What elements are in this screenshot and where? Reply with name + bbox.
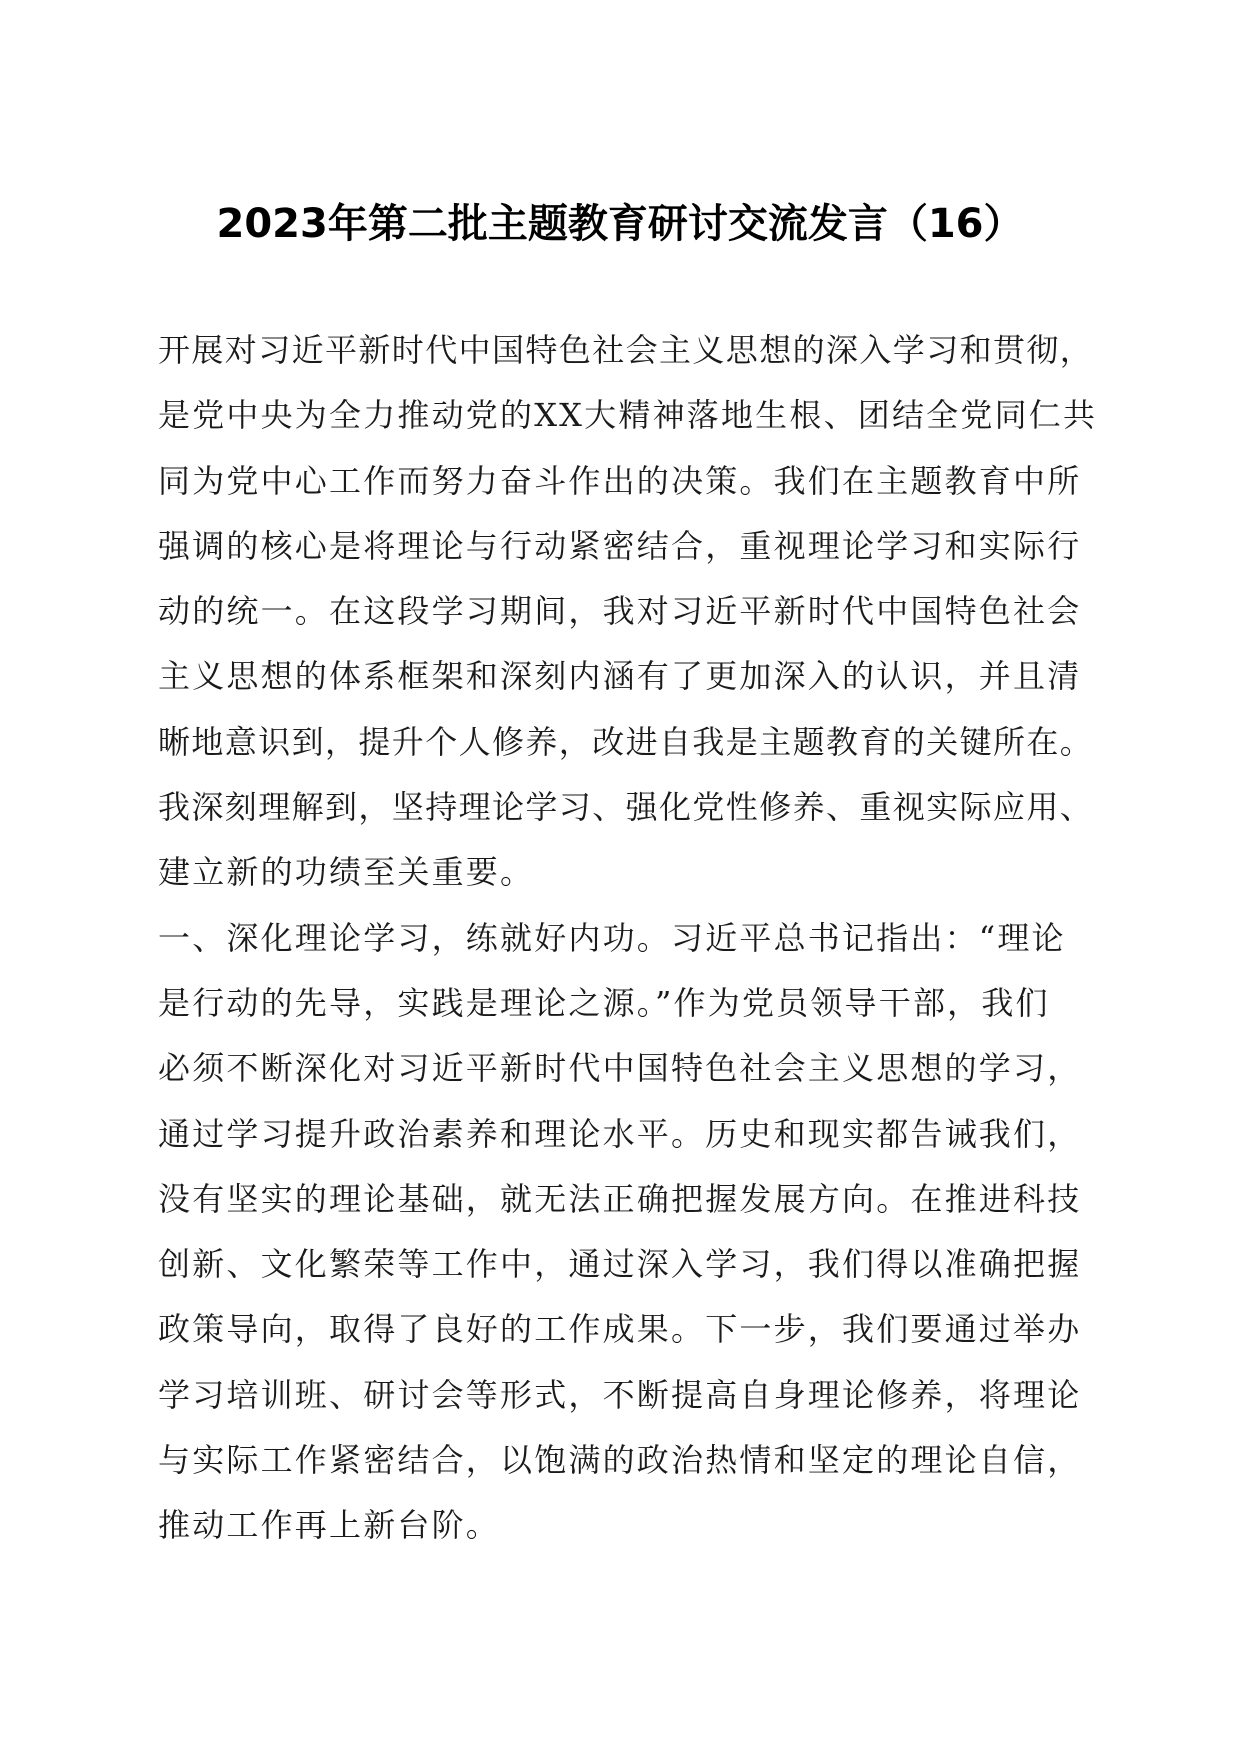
body-line: 与实际工作紧密结合，以饱满的政治热情和坚定的理论自信， — [158, 1441, 1082, 1480]
body-line: 通过学习提升政治素养和理论水平。历史和现实都告诫我们， — [158, 1114, 1082, 1153]
body-line: 主义思想的体系框架和深刻内涵有了更加深入的认识，并且清 — [158, 657, 1082, 696]
body-line: 强调的核心是将理论与行动紧密结合，重视理论学习和实际行 — [158, 526, 1082, 565]
body-line: 晰地意识到，提升个人修养，改进自我是主题教育的关键所在。 — [158, 722, 1094, 761]
body-line: 同为党中心工作而努力奋斗作出的决策。我们在主题教育中所 — [158, 461, 1082, 500]
body-line: 学习培训班、研讨会等形式，不断提高自身理论修养，将理论 — [158, 1375, 1082, 1414]
body-line: 建立新的功绩至关重要。 — [158, 853, 535, 892]
body-line: 动的统一。在这段学习期间，我对习近平新时代中国特色社会 — [158, 592, 1082, 631]
document-body — [158, 318, 1098, 1559]
body-line: 没有坚实的理论基础，就无法正确把握发展方向。在推进科技 — [158, 1179, 1082, 1218]
body-line: 必须不断深化对习近平新时代中国特色社会主义思想的学习， — [158, 1049, 1082, 1088]
document-title: 2023年第二批主题教育研讨交流发言（16） — [216, 201, 1024, 247]
body-line: 是党中央为全力推动党的XX大精神落地生根、团结全党同仁共 — [158, 396, 1098, 435]
body-line: 推动工作再上新台阶。 — [158, 1506, 501, 1545]
body-line: 我深刻理解到，坚持理论学习、强化党性修养、重视实际应用、 — [158, 788, 1094, 827]
body-line: 创新、文化繁荣等工作中，通过深入学习，我们得以准确把握 — [158, 1245, 1082, 1284]
section-heading-line: 一、深化理论学习，练就好内功。习近平总书记指出：“理论 — [158, 918, 1066, 957]
body-line: 是行动的先导，实践是理论之源。”作为党员领导干部，我们 — [158, 983, 1050, 1022]
body-line: 开展对习近平新时代中国特色社会主义思想的深入学习和贯彻， — [158, 331, 1094, 369]
body-line: 政策导向，取得了良好的工作成果。下一步，我们要通过举办 — [158, 1310, 1082, 1349]
